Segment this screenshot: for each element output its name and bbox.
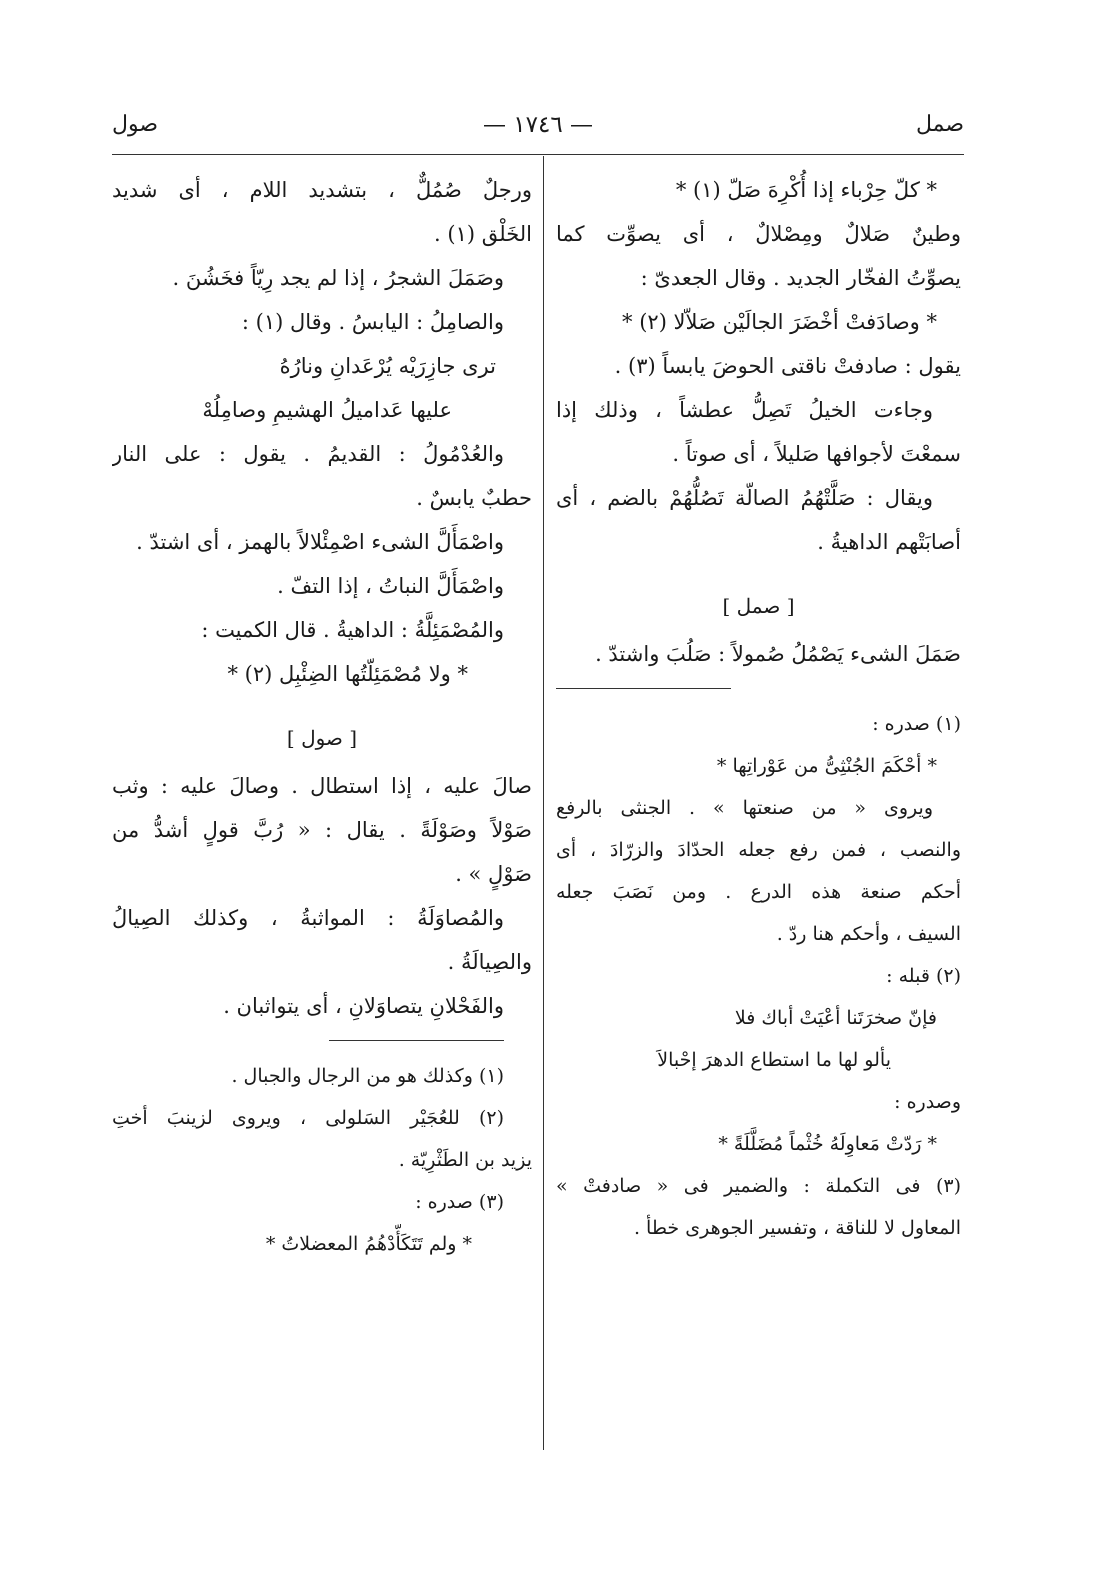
text-line: والصِيالَةُ .	[447, 950, 532, 974]
text-line: ويقال : صَلَّتْهُمُ الصالّة تَصُلُّهُمْ بالضم ، أى	[556, 486, 933, 510]
text-line: * كلّ حِرْباء إذا أُكْرِهَ صَلّ (١) *	[675, 178, 937, 202]
footnote-line: (٢) للعُجَيْر السَلولى ، ويروى لزينبَ أختِ	[112, 1107, 504, 1129]
right-column	[556, 168, 961, 1249]
text-line: صَمَلَ الشىء يَصْمُلُ صُمولاً : صَلُبَ واشتدّ .	[595, 642, 961, 666]
footnote-line: (٣) فى التكملة : والضمير فى « صادفتْ »	[556, 1175, 961, 1197]
text-line: عليها عَداميلُ الهشيمِ وصامِلُهْ	[202, 398, 452, 422]
text-line: * وصادَفتْ أخْضَرَ الجالَيْن صَلاّلا (٢) *	[622, 310, 937, 334]
text-line: والمُصْمَئِلَّةُ : الداهيةُ . قال الكميت :	[201, 618, 504, 642]
footnote-line: أحكم صنعة هذه الدرع . ومن نَصَبَ جعله	[556, 881, 961, 903]
text-line: ترى جازِرَيْه يُرْعَدانِ ونارُهُ	[279, 354, 496, 378]
text-line: سمعْتَ لأجوافها صَليلاً ، أى صوتاً .	[672, 442, 961, 466]
text-line: صَوْلٍ » .	[455, 862, 532, 886]
footnote-line: * رَدّتْ مَعاوِلَهُ خُثْماً مُضَلَّلَةً *	[718, 1133, 937, 1155]
footnote-rule	[329, 1040, 504, 1041]
footnote-line: (٣) صدره :	[415, 1191, 504, 1213]
header-entry-left: صول	[112, 112, 159, 137]
text-line: والعُدْمُولُ : القديمُ . يقول : على النار	[112, 442, 504, 466]
footnote-line: * أحْكَمَ الجُنْثِىُّ من عَوْراتِها *	[716, 755, 937, 777]
footnote-line: (١) وكذلك هو من الرجال والجبال .	[231, 1065, 504, 1087]
text-line: * ولا مُصْمَئِلّتُها الضِئْبِل (٢) *	[227, 662, 468, 686]
text-line: وجاءت الخيلُ تَصِلُّ عطشاً ، وذلك إذا	[556, 398, 933, 422]
text-line: والمُصاوَلَةُ : المواثبةُ ، وكذلك الصِيالُ	[112, 906, 504, 930]
left-column	[112, 168, 532, 1265]
footnote-rule	[556, 688, 731, 689]
page-number: — ١٧٤٦ —	[482, 112, 594, 138]
header-entry-right: صمل	[915, 112, 964, 137]
section-title: [ صمل ]	[722, 594, 795, 618]
section-title: [ صول ]	[286, 726, 358, 750]
text-line: والفَحْلانِ يتصاوَلانِ ، أى يتواثبان .	[223, 994, 504, 1018]
footnote-line: * ولم تَتَكَأّدْهُمُ المعضلاتُ *	[265, 1233, 472, 1255]
header-rule	[112, 154, 964, 155]
text-line: أصابَتْهم الداهيةُ .	[817, 530, 961, 554]
text-line: واصْمَأَلَّ النباتُ ، إذا التفّ .	[277, 574, 504, 598]
text-line: والصامِلُ : اليابسُ . وقال (١) :	[241, 310, 504, 334]
footnote-line: السيف ، وأحكم هنا ردّ .	[776, 923, 961, 945]
text-line: واصْمَأَلَّ الشىء اصْمِئْلالاً بالهمز ، أى اشتدّ .	[136, 530, 504, 554]
footnote-line: يزيد بن الطَثْرِيّة .	[398, 1149, 532, 1171]
footnote-line: فإنّ صخرَتَنا أعْيَتْ أباك فلا	[734, 1007, 937, 1029]
text-line: ورجلٌ صُمُلٌّ ، بتشديد اللام ، أى شديد	[112, 178, 532, 202]
footnote-line: (١) صدره :	[872, 713, 961, 735]
footnote-line: (٢) قبله :	[886, 965, 961, 987]
footnote-line: يألو لها ما استطاع الدهرَ إحْبالاَ	[657, 1049, 891, 1071]
text-line: يقول : صادفتْ ناقتى الحوضَ يابساً (٣) .	[614, 354, 961, 378]
text-line: يصوِّتُ الفخّار الجديد . وقال الجعدىّ :	[640, 266, 961, 290]
text-line: الخَلْق (١) .	[434, 222, 532, 246]
text-line: حطبٌ يابسٌ .	[416, 486, 532, 510]
footnote-line: ويروى « من صنعتها » . الجنثى بالرفع	[556, 797, 933, 819]
footnote-line: المعاول لا للناقة ، وتفسير الجوهرى خطأ .	[633, 1217, 961, 1239]
page-header	[112, 112, 964, 152]
footnote-line: وصدره :	[894, 1091, 961, 1113]
text-line: وطينٌ صَلالٌ ومِصْلالٌ ، أى يصوِّت كما	[556, 222, 961, 246]
text-line: صَوْلاً وصَوْلَةً . يقال : « رُبَّ قولٍ أشدُّ من	[112, 818, 532, 842]
text-line: صالَ عليه ، إذا استطال . وصالَ عليه : وثب	[112, 774, 532, 798]
text-line: وصَمَلَ الشجرُ ، إذا لم يجد رِيّاً فخَشُنَ .	[172, 266, 504, 290]
column-divider	[543, 156, 544, 1450]
footnote-line: والنصب ، فمن رفع جعله الحدّادَ والزرّادَ ، أى	[556, 839, 961, 861]
